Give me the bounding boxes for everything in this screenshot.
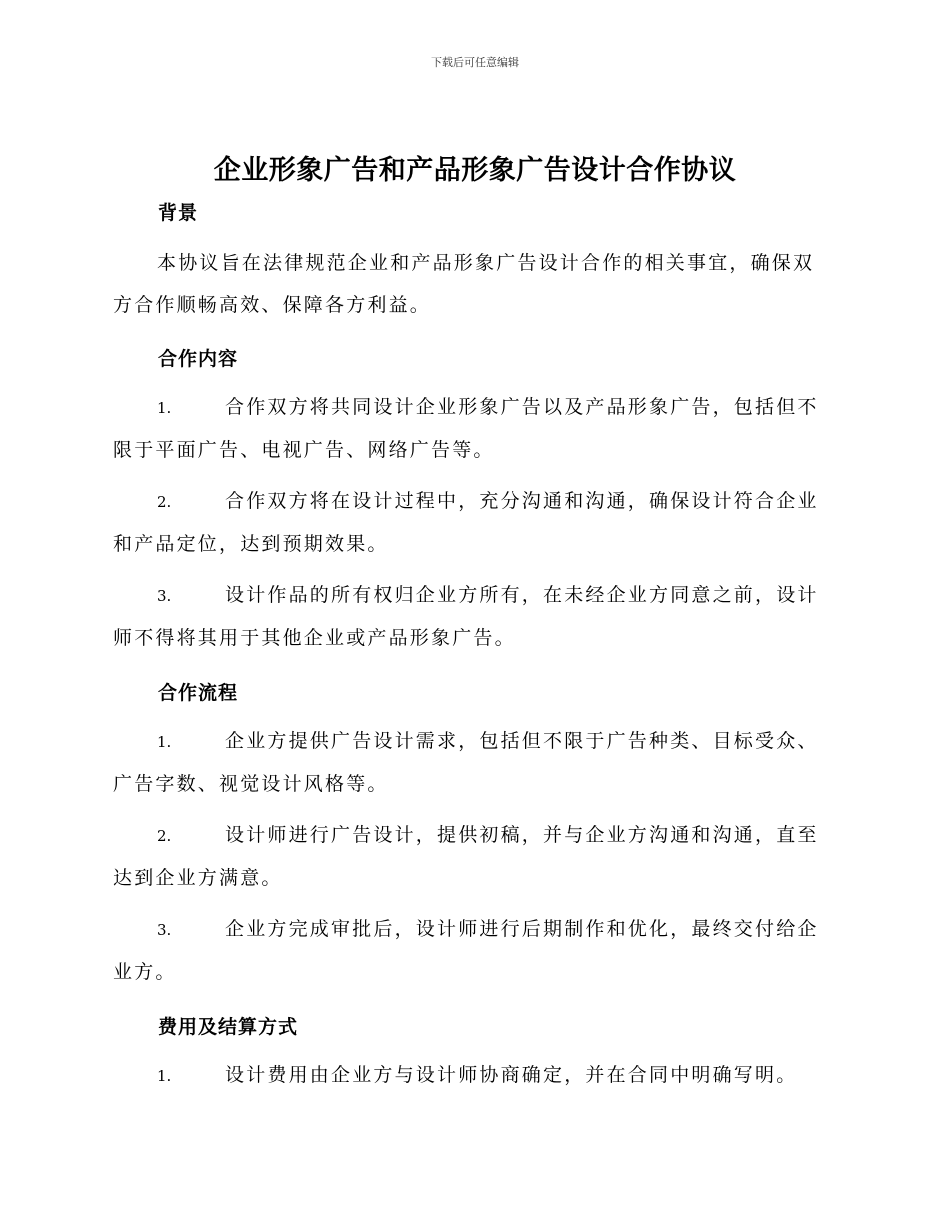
list-item-text: 设计作品的所有权归企业方所有，在未经企业方同意之前，设计师不得将其用于其他企业或产品形象广告。	[113, 584, 819, 649]
content-item-1	[113, 386, 833, 471]
list-item-text: 合作双方将在设计过程中，充分沟通和沟通，确保设计符合企业和产品定位，达到预期效果。	[113, 490, 819, 555]
fees-item-1	[113, 1054, 833, 1097]
list-item-text: 企业方提供广告设计需求，包括但不限于广告种类、目标受众、广告字数、视觉设计风格等。	[113, 730, 819, 795]
list-number: 3.	[157, 921, 172, 939]
list-item-text: 企业方完成审批后，设计师进行后期制作和优化，最终交付给企业方。	[113, 918, 819, 983]
list-number: 2.	[157, 827, 172, 845]
list-item-text: 设计师进行广告设计，提供初稿，并与企业方沟通和沟通，直至达到企业方满意。	[113, 824, 819, 889]
content-item-3	[113, 574, 833, 659]
list-number: 3.	[157, 587, 172, 605]
list-item-text: 设计费用由企业方与设计师协商确定，并在合同中明确写明。	[225, 1064, 798, 1086]
background-paragraph: 本协议旨在法律规范企业和产品形象广告设计合作的相关事宜，确保双方合作顺畅高效、保障各方利益。	[113, 252, 815, 316]
heading-content: 合作内容	[158, 348, 239, 370]
heading-fees: 费用及结算方式	[158, 1016, 299, 1038]
list-number: 1.	[157, 1067, 172, 1085]
process-item-1	[113, 720, 833, 805]
heading-process: 合作流程	[158, 682, 239, 704]
document-title: 企业形象广告和产品形象广告设计合作协议	[213, 155, 737, 186]
header-note: 下载后可任意编辑	[431, 56, 519, 69]
heading-background: 背景	[158, 202, 199, 224]
process-item-2	[113, 814, 833, 899]
list-number: 1.	[157, 399, 172, 417]
list-number: 1.	[157, 733, 172, 751]
list-item-text: 合作双方将共同设计企业形象广告以及产品形象广告，包括但不限于平面广告、电视广告、网络广告等。	[113, 396, 819, 461]
list-number: 2.	[157, 493, 172, 511]
process-item-3	[113, 908, 833, 993]
content-item-2	[113, 480, 833, 565]
